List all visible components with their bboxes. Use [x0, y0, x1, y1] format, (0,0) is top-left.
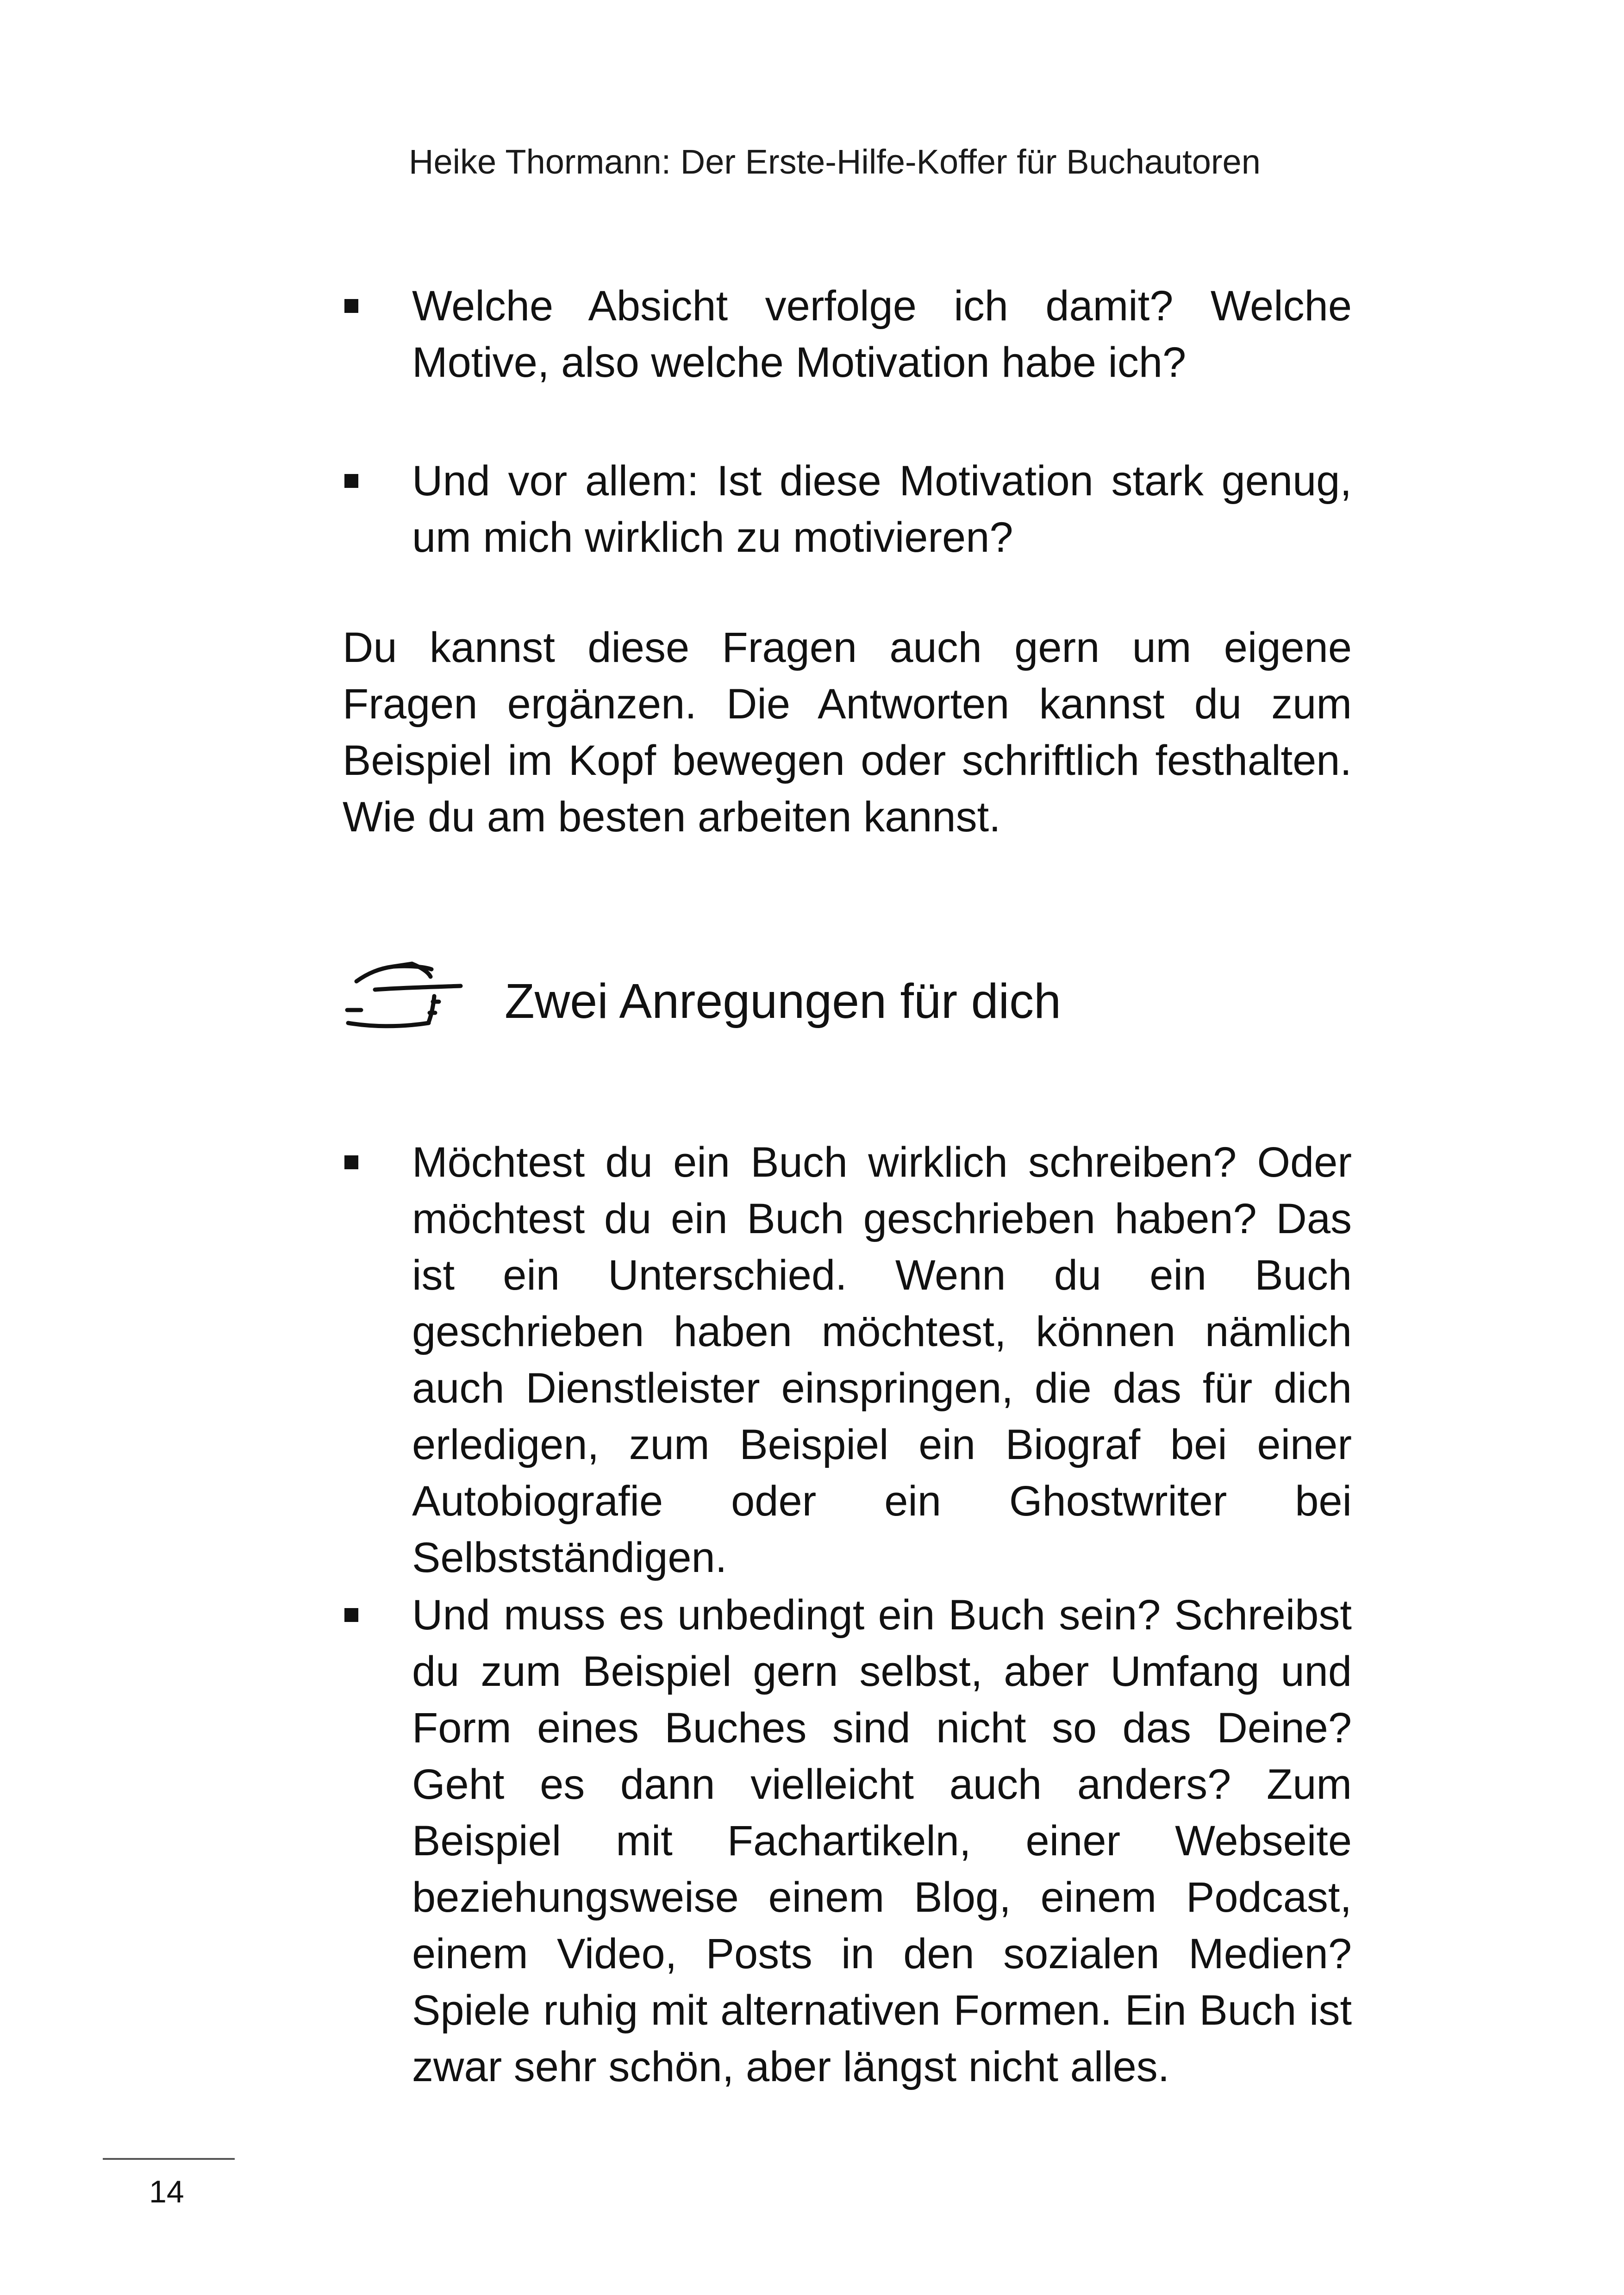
section-heading: Zwei Anregungen für dich [505, 974, 1062, 1029]
list-item-text: Und vor allem: Ist diese Motivation stark genug, um mich wirklich zu motivieren? [412, 457, 1352, 561]
square-bullet-icon [344, 1608, 358, 1622]
section-heading-row [343, 944, 1361, 1037]
list-item [343, 453, 1352, 566]
running-header: Heike Thormann: Der Erste-Hilfe-Koffer für Buchautoren [409, 143, 1261, 181]
pointing-hand-icon [343, 954, 472, 1037]
square-bullet-icon [344, 474, 358, 488]
square-bullet-icon [344, 1155, 358, 1169]
list-item [343, 1134, 1352, 1586]
list-item-text: Welche Absicht verfolge ich damit? Welche Motive, also welche Motivation habe ich? [412, 282, 1352, 386]
body-paragraph: Du kannst diese Fragen auch gern um eigene Fragen ergänzen. Die Antworten kannst du zum Beispiel im Kopf bewegen oder schriftlich festhalten. Wie du am besten arbeiten kannst. [343, 624, 1352, 841]
footer-divider [103, 2158, 235, 2160]
list-item [343, 1587, 1352, 2095]
body-paragraph-block [343, 619, 1352, 845]
list-item-text: Möchtest du ein Buch wirklich schreiben? Oder möchtest du ein Buch geschrieben haben? Das ist ein Unterschied. Wenn du ein Buch geschrieben haben möchtest, können nämlich auch Dienstleister einspringen, die das für dich erledigen, zum Beispiel ein Biograf bei einer Autobiografie oder ein Ghostwriter bei Selbstständigen. [412, 1139, 1352, 1581]
list-item [343, 278, 1352, 391]
list-item-text: Und muss es unbedingt ein Buch sein? Schreibst du zum Beispiel gern selbst, aber Umfang und Form eines Buches sind nicht so das Deine? Geht es dann vielleicht auch anders? Zum Beispiel mit Fachartikeln, einer Webseite beziehungsweise einem Blog, einem Podcast, einem Video, Posts in den sozialen Medien? Spiele ruhig mit alternativen Formen. Ein Buch ist zwar sehr schön, aber längst nicht alles. [412, 1591, 1352, 2090]
square-bullet-icon [344, 299, 358, 313]
page-number: 14 [149, 2174, 184, 2209]
